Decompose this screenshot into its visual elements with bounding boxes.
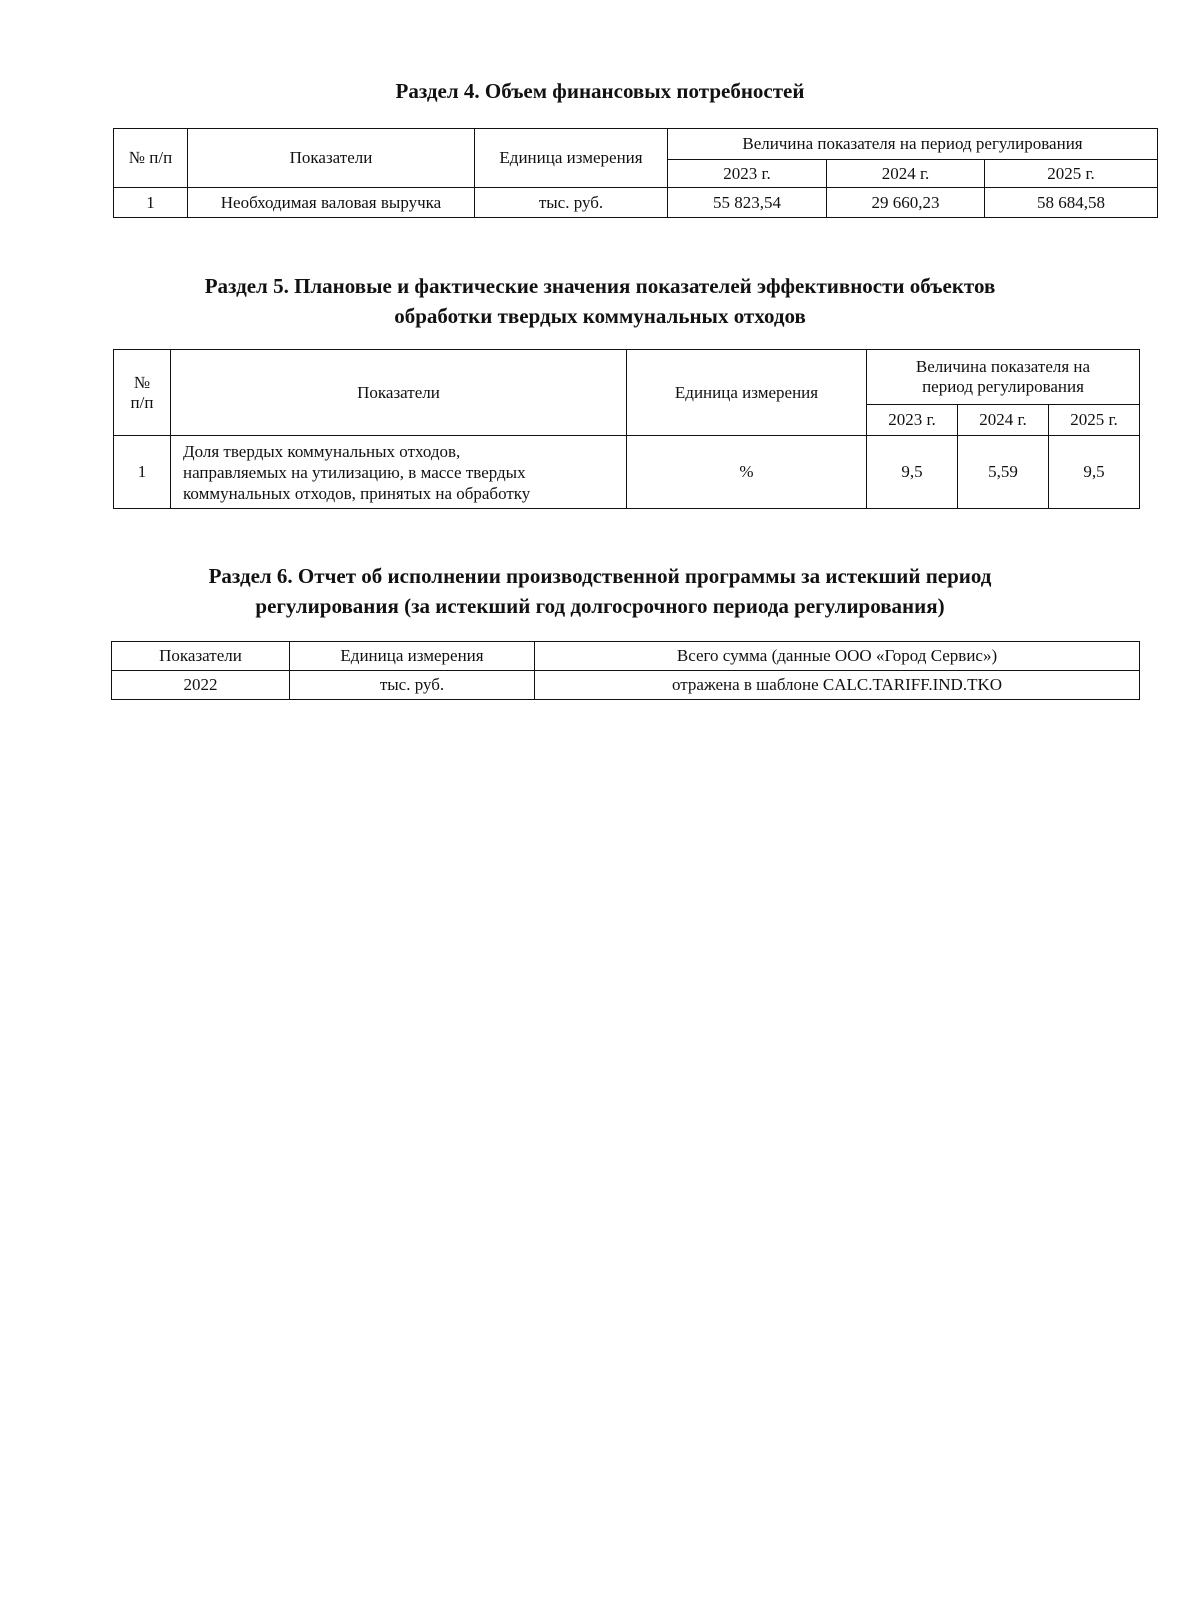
section-6-title-line-1: Раздел 6. Отчет об исполнении производственной программы за истекший период — [208, 564, 992, 588]
table-header-row — [114, 350, 1140, 405]
table-row — [114, 436, 1140, 509]
header-indicator: Показатели — [112, 642, 290, 671]
header-year-2024: 2024 г. — [958, 405, 1049, 436]
financial-needs-table — [113, 128, 1158, 218]
header-num-line-1: № — [133, 372, 151, 392]
header-period-line-2: период регулирования — [922, 377, 1084, 396]
row-indicator-line-2: направляемых на утилизацию, в массе твердых — [183, 462, 526, 482]
header-num: № п/п — [114, 129, 188, 188]
row-value-2023: 55 823,54 — [668, 188, 827, 218]
section-6-title-line-2: регулирования (за истекший год долгосрочного периода регулирования) — [255, 594, 945, 618]
header-indicator: Показатели — [188, 129, 475, 188]
efficiency-indicators-table — [113, 349, 1140, 509]
table-header-row — [114, 129, 1158, 160]
row-num: 1 — [114, 436, 171, 509]
header-indicator: Показатели — [171, 350, 627, 436]
table-row — [114, 188, 1158, 218]
row-total: отражена в шаблоне CALC.TARIFF.IND.TKO — [535, 671, 1140, 700]
row-value-2023: 9,5 — [867, 436, 958, 509]
row-indicator: Необходимая валовая выручка — [188, 188, 475, 218]
row-indicator — [171, 436, 627, 509]
header-period-line-1: Величина показателя на — [915, 357, 1091, 376]
header-year-2024: 2024 г. — [827, 160, 985, 188]
section-5-title-line-2: обработки твердых коммунальных отходов — [394, 304, 806, 328]
header-total: Всего сумма (данные ООО «Город Сервис») — [535, 642, 1140, 671]
header-year-2025: 2025 г. — [985, 160, 1158, 188]
header-unit: Единица измерения — [475, 129, 668, 188]
section-5-title-line-1: Раздел 5. Плановые и фактические значения показателей эффективности объектов — [204, 274, 996, 298]
header-period — [867, 350, 1140, 405]
header-period: Величина показателя на период регулирования — [668, 129, 1158, 160]
row-value-2025: 9,5 — [1049, 436, 1140, 509]
row-value-2024: 5,59 — [958, 436, 1049, 509]
row-num: 1 — [114, 188, 188, 218]
program-execution-report-table — [111, 641, 1140, 700]
row-value-2024: 29 660,23 — [827, 188, 985, 218]
row-unit: % — [627, 436, 867, 509]
row-indicator-line-1: Доля твердых коммунальных отходов, — [183, 441, 461, 461]
row-unit: тыс. руб. — [475, 188, 668, 218]
header-year-2025: 2025 г. — [1049, 405, 1140, 436]
header-year-2023: 2023 г. — [668, 160, 827, 188]
header-unit: Единица измерения — [627, 350, 867, 436]
row-unit: тыс. руб. — [290, 671, 535, 700]
table-row — [112, 671, 1140, 700]
header-year-2023: 2023 г. — [867, 405, 958, 436]
header-num — [114, 350, 171, 436]
header-unit: Единица измерения — [290, 642, 535, 671]
row-value-2025: 58 684,58 — [985, 188, 1158, 218]
section-5-title — [0, 271, 1200, 331]
row-indicator: 2022 — [112, 671, 290, 700]
section-4-title: Раздел 4. Объем финансовых потребностей — [395, 79, 805, 103]
row-indicator-line-3: коммунальных отходов, принятых на обработку — [183, 483, 531, 503]
section-6-title — [0, 561, 1200, 621]
header-num-line-2: п/п — [130, 392, 154, 412]
table-header-row — [112, 642, 1140, 671]
